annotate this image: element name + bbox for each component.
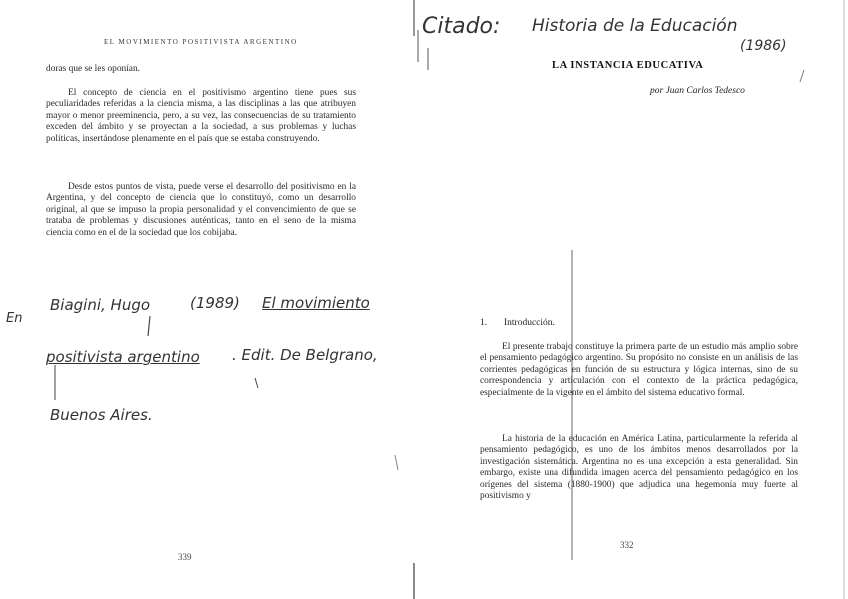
handwritten-year: (1986) (740, 38, 787, 54)
paragraph: La historia de la educación en América Latina, particularmente la referida al pensamiento pedagógico, es uno de los ámbitos menos desarrollados por la investigación sistemática. Argentina no es una excepción a esta generalidad. Sin embargo, existe una difundida imagen acerca del pensamiento pedagógico en los orígenes del sistema (1880-1900) que adjudica una hegemonía muy fuerte al positivismo y (480, 434, 798, 502)
pen-strokes-left (0, 0, 414, 599)
paragraph: El presente trabajo constituye la primera parte de un estudio más amplio sobre el pensamiento pedagógico argentino. Su propósito no consiste en un análisis de las corrientes pedagógicas en función de su estructura y lógica internas, sino de su correspondencia y articulación con el contexto de la práctica pedagógica, especialmente de la vigente en el ámbito del sistema educativo formal. (480, 342, 798, 398)
page-number: 332 (620, 540, 634, 550)
handwritten-citation-text: Historia de la Educación (532, 16, 738, 36)
handwritten-author: Biagini, Hugo (50, 296, 151, 314)
page-number: 339 (178, 552, 192, 562)
paragraph: Desde estos puntos de vista, puede verse el desarrollo del positivismo en la Argentina, y del concepto de ciencia que lo constituyó, como un desarrollo original, al que se impuso la propia personalidad y el convencimiento de que se trataba de problemas y discusiones auténticas, tanto en el seno de la misma ciencia como en el de la sociedad que los cobijaba. (46, 182, 356, 238)
paragraph: El concepto de ciencia en el positivismo argentino tiene pues sus peculiaridades referidas a la ciencia misma, a las disciplinas a las que atribuyen mayor o menor preeminencia, pero, a su vez, las consecuencias de su tratamiento exceden del ámbito y se proyectan a la sociedad, a sus problemas y luchas políticas, insertándose plenamente en el país que se estaba construyendo. (46, 88, 356, 144)
handwritten-place: Buenos Aires. (50, 406, 153, 424)
chapter-title: LA INSTANCIA EDUCATIVA (552, 60, 704, 71)
left-page (0, 0, 414, 599)
pen-strokes-right (414, 0, 848, 599)
handwritten-title-cont: positivista argentino (46, 348, 200, 366)
handwritten-publisher: . Edit. De Belgrano, (232, 346, 378, 364)
handwritten-margin-mark: En (6, 311, 23, 326)
handwritten-citation-label: Citado: (422, 14, 501, 39)
paragraph: doras que se les oponían. (46, 64, 140, 74)
chapter-author: por Juan Carlos Tedesco (650, 86, 745, 96)
right-page (414, 0, 848, 599)
handwritten-year: (1989) (190, 294, 240, 312)
section-title: Introducción. (504, 318, 555, 328)
section-number: 1. (480, 318, 488, 328)
running-header: EL MOVIMIENTO POSITIVISTA ARGENTINO (104, 38, 298, 46)
handwritten-title: El movimiento (262, 294, 370, 312)
